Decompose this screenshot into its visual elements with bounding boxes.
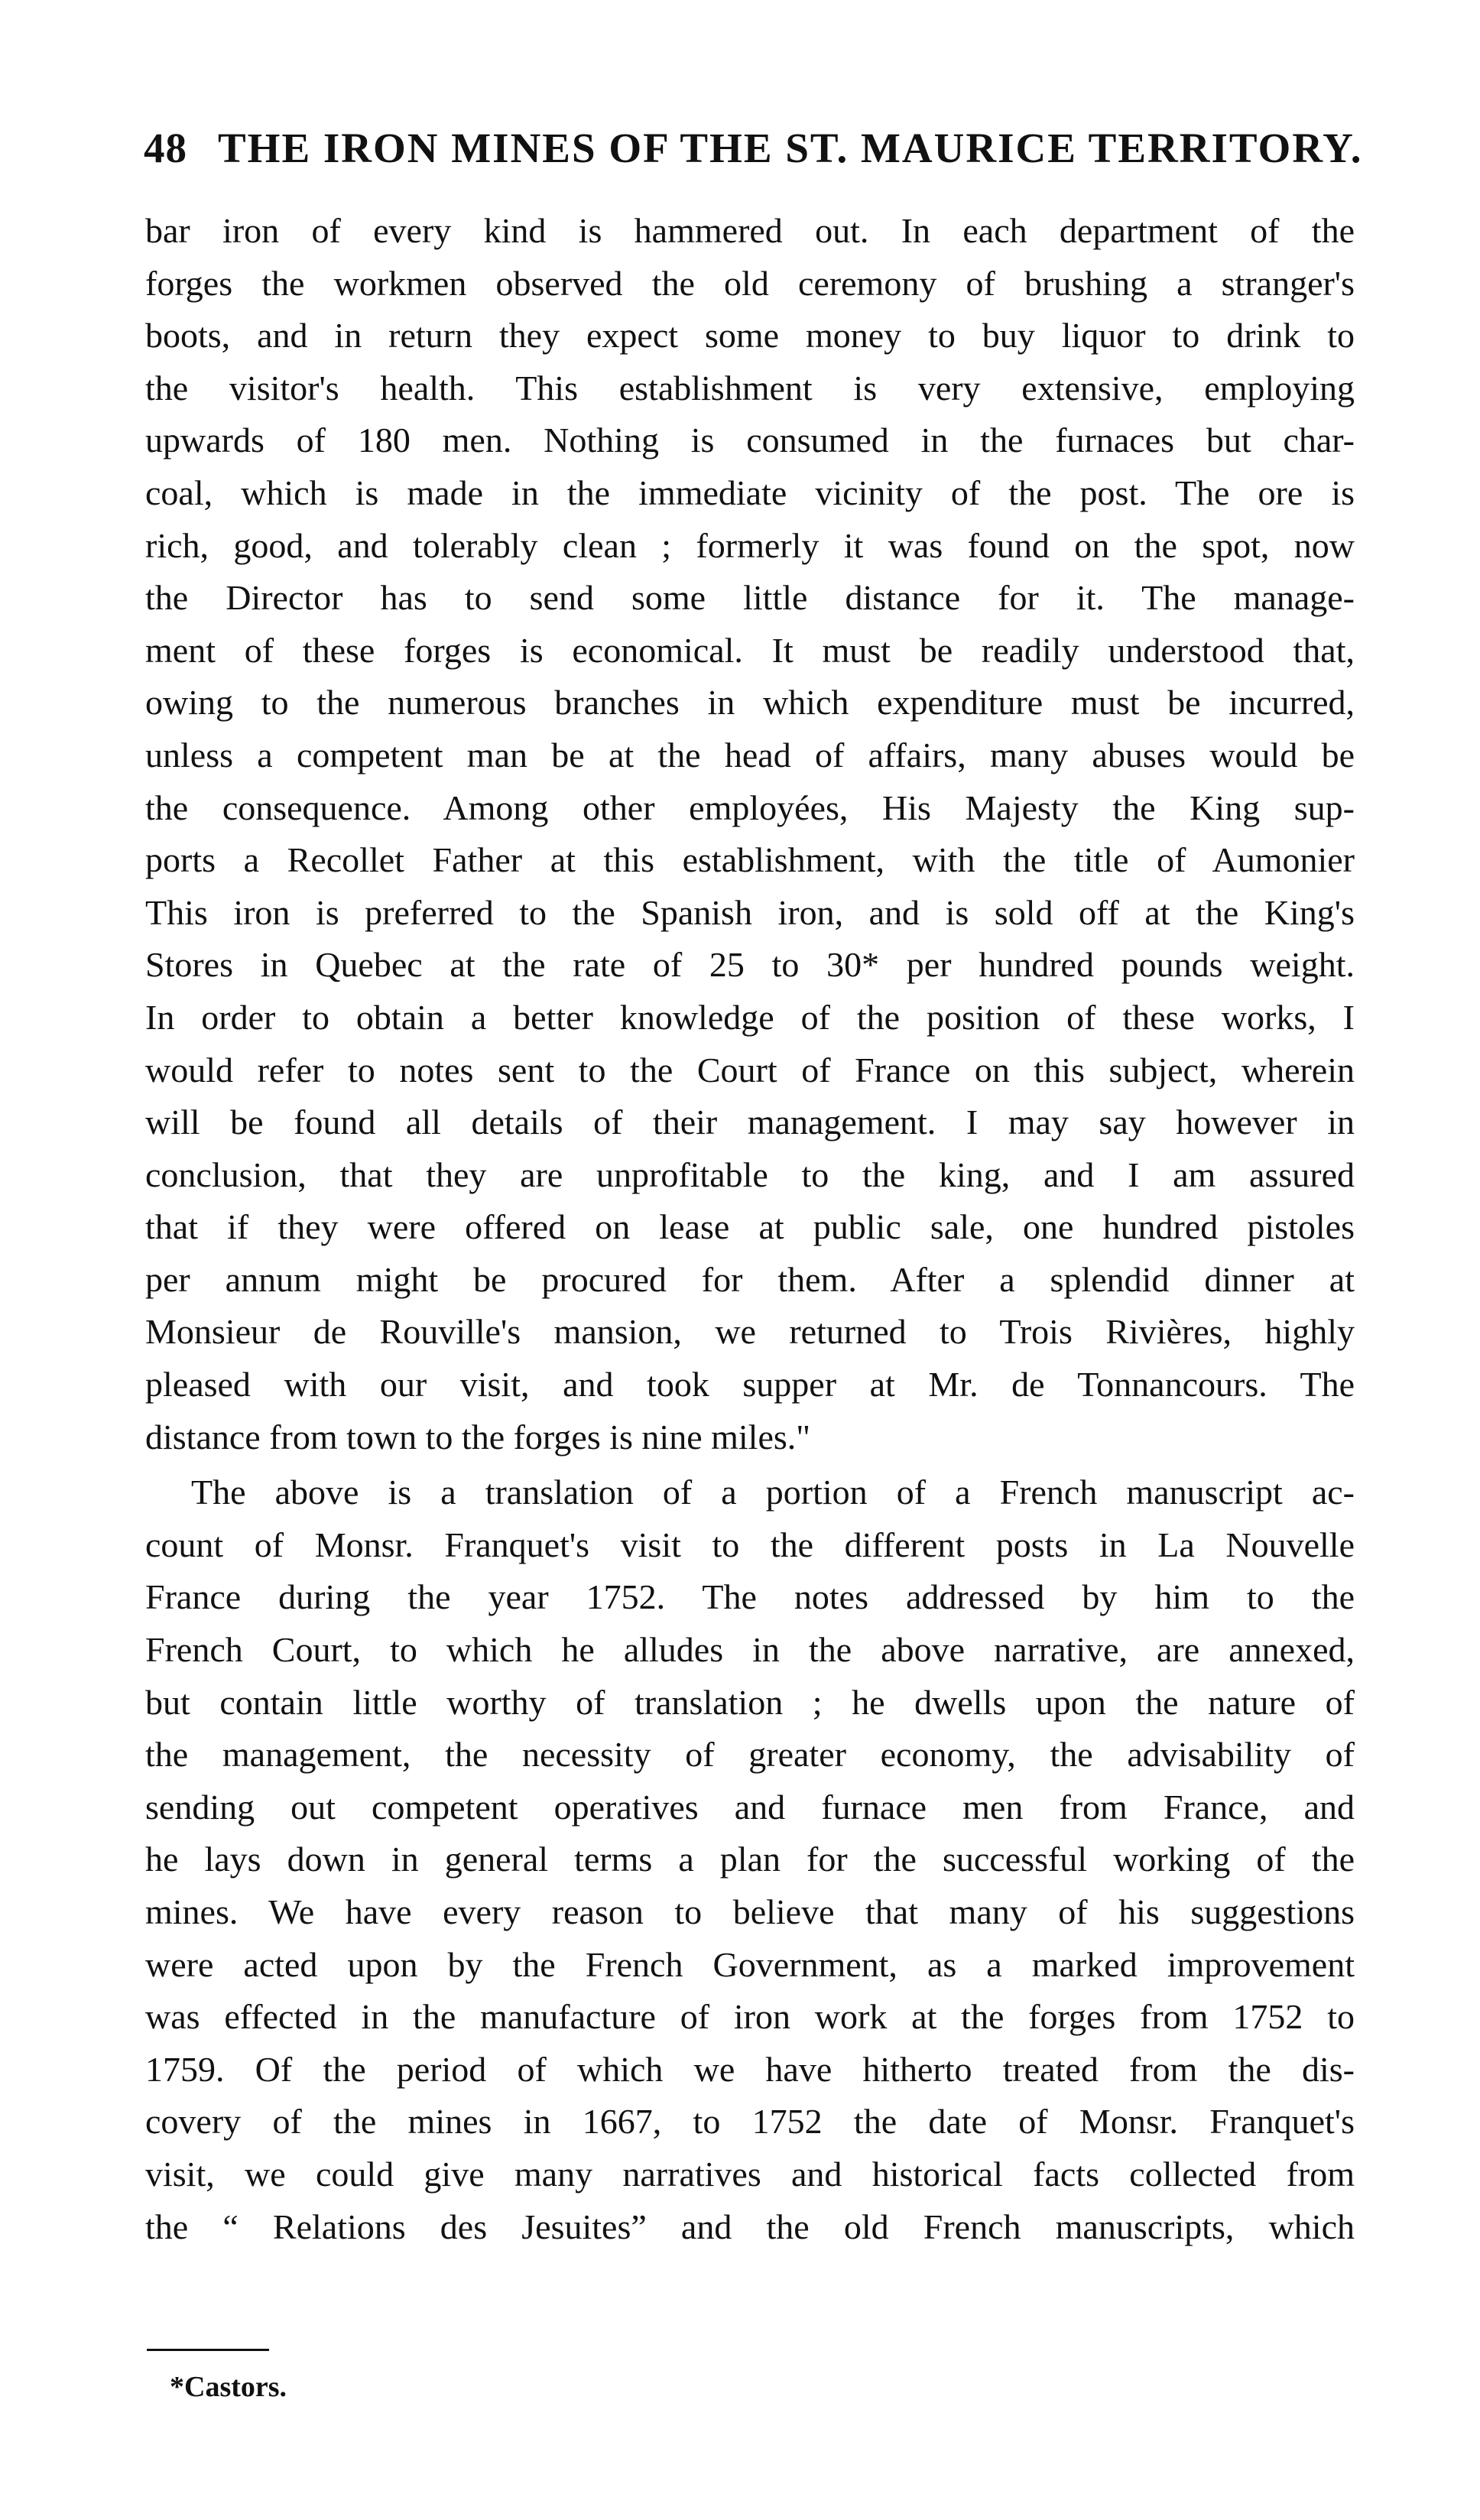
running-header	[144, 124, 1363, 172]
text-line: pleased with our visit, and took supper at Mr. de Tonnancours. The	[145, 1365, 1355, 1405]
text-line: but contain little worthy of translation ; he dwells upon the nature of	[145, 1682, 1355, 1722]
text-line: conclusion, that they are unprofitable to the king, and I am assured	[145, 1154, 1355, 1194]
text-line: bar iron of every kind is hammered out. In each department of the	[145, 211, 1355, 250]
text-line: visit, we could give many narratives and historical facts collected from	[145, 2154, 1355, 2194]
text-line: Stores in Quebec at the rate of 25 to 30* per hundred pounds weight.	[145, 945, 1355, 985]
text-line: distance from town to the forges is nine miles."	[145, 1417, 811, 1456]
text-line: The above is a translation of a portion of a French manuscript ac-	[191, 1473, 1355, 1512]
running-title: THE IRON MINES OF THE ST. MAURICE TERRITORY.	[218, 125, 1363, 171]
text-line: was effected in the manufacture of iron work at the forges from 1752 to	[145, 1997, 1355, 2037]
text-line: Monsieur de Rouville's mansion, we returned to Trois Rivières, highly	[145, 1312, 1355, 1352]
text-line: owing to the numerous branches in which expenditure must be incurred,	[145, 683, 1355, 723]
text-line: French Court, to which he alludes in the above narrative, are annexed,	[145, 1630, 1355, 1670]
text-line: that if they were offered on lease at public sale, one hundred pistoles	[145, 1207, 1355, 1247]
text-line: were acted upon by the French Government, as a marked improvement	[145, 1944, 1355, 1984]
paragraph-2	[145, 1466, 1355, 2253]
text-line: In order to obtain a better knowledge of the position of these works, I	[145, 997, 1355, 1037]
text-line: rich, good, and tolerably clean ; formerly it was found on the spot, now	[145, 525, 1355, 565]
text-line: the management, the necessity of greater economy, the advisability of	[145, 1735, 1355, 1775]
paragraph-1	[145, 205, 1355, 1463]
text-line: ports a Recollet Father at this establishment, with the title of Aumonier	[145, 840, 1355, 880]
footnote-rule	[147, 2349, 269, 2351]
text-line: covery of the mines in 1667, to 1752 the date of Monsr. Franquet's	[145, 2102, 1355, 2142]
text-line: ment of these forges is economical. It must be readily understood that,	[145, 630, 1355, 670]
text-line: would refer to notes sent to the Court of France on this subject, wherein	[145, 1050, 1355, 1090]
text-line: count of Monsr. Franquet's visit to the different posts in La Nouvelle	[145, 1525, 1355, 1564]
text-line: he lays down in general terms a plan for the successful working of the	[145, 1840, 1355, 1879]
text-line: mines. We have every reason to believe that many of his suggestions	[145, 1892, 1355, 1931]
text-line: sending out competent operatives and furnace men from France, and	[145, 1787, 1355, 1827]
page-number: 48	[144, 125, 187, 171]
text-line: 1759. Of the period of which we have hitherto treated from the dis-	[145, 2049, 1355, 2089]
text-line: the visitor's health. This establishment is very extensive, employing	[145, 368, 1355, 408]
footnote: *Castors.	[170, 2371, 287, 2403]
text-line: This iron is preferred to the Spanish iron, and is sold off at the King's	[145, 892, 1355, 932]
text-line: the “ Relations des Jesuites” and the old French manuscripts, which	[145, 2207, 1355, 2246]
text-line: forges the workmen observed the old ceremony of brushing a stranger's	[145, 263, 1355, 303]
text-line: per annum might be procured for them. After a splendid dinner at	[145, 1259, 1355, 1299]
body-text	[145, 205, 1355, 2253]
text-line: will be found all details of their management. I may say however in	[145, 1102, 1355, 1142]
text-line: the Director has to send some little distance for it. The manage-	[145, 578, 1355, 618]
text-line: coal, which is made in the immediate vicinity of the post. The ore is	[145, 472, 1355, 512]
text-line: the consequence. Among other employées, His Majesty the King sup-	[145, 788, 1355, 827]
text-line: boots, and in return they expect some money to buy liquor to drink to	[145, 316, 1355, 356]
text-line: upwards of 180 men. Nothing is consumed in the furnaces but char-	[145, 421, 1355, 460]
text-line: unless a competent man be at the head of affairs, many abuses would be	[145, 735, 1355, 775]
text-line: France during the year 1752. The notes addressed by him to the	[145, 1577, 1355, 1617]
